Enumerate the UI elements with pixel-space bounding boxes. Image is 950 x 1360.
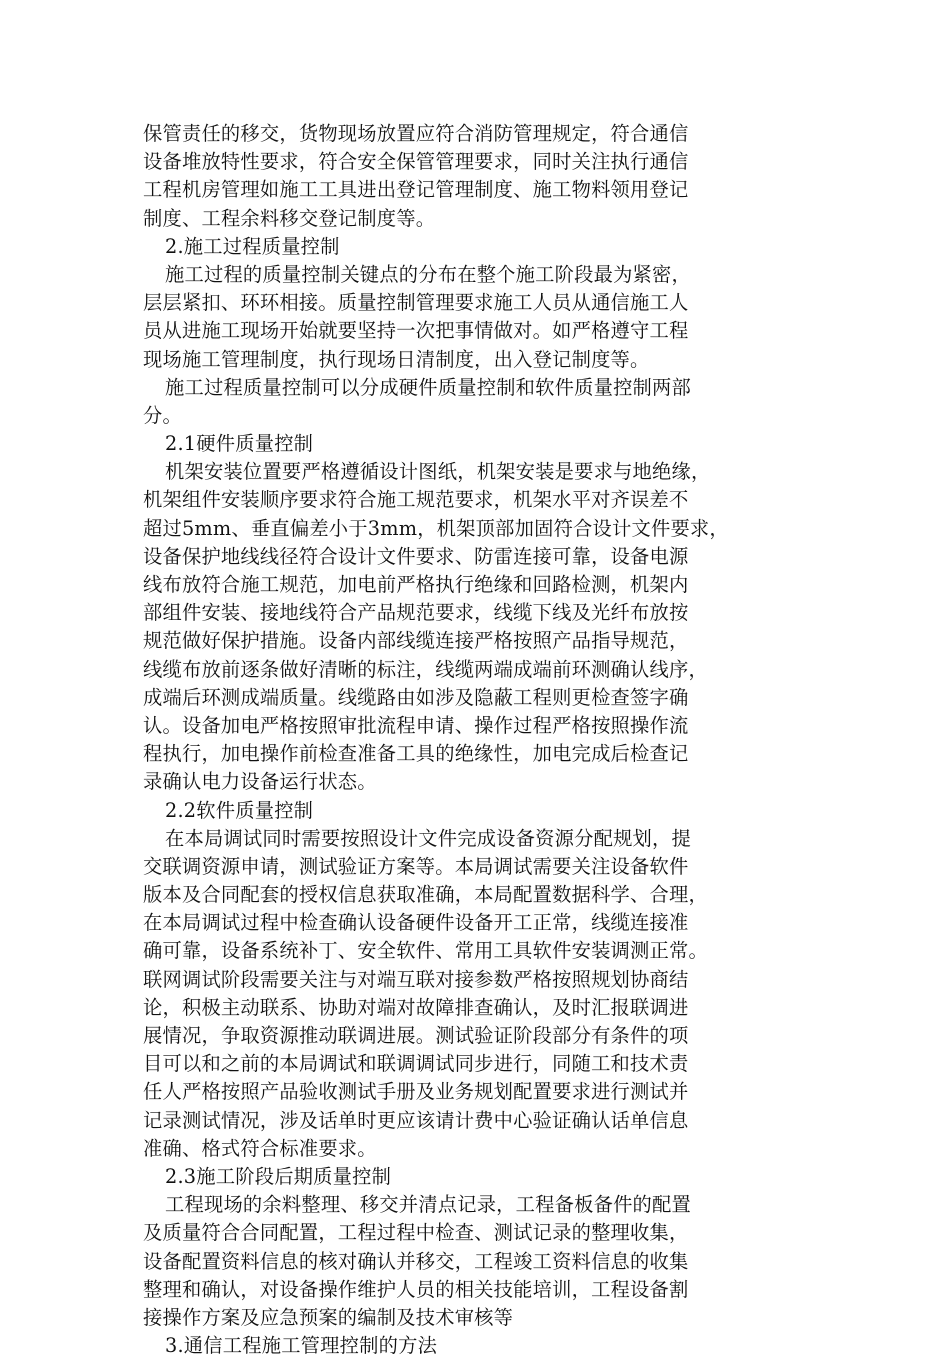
text-line: 成端后环测成端质量。线缆路由如涉及隐蔽工程则更检查签字确	[143, 685, 689, 709]
text-line: 联网调试阶段需要关注与对端互联对接参数严格按照规划协商结	[143, 967, 689, 991]
text-line: 制度、工程余料移交登记制度等。	[143, 206, 436, 230]
text-line: 层层紧扣、环环相接。质量控制管理要求施工人员从通信施工人	[143, 291, 689, 315]
text-line: 分。	[143, 403, 182, 427]
text-line: 准确、格式符合标准要求。	[143, 1136, 377, 1160]
text-line: 线缆布放前逐条做好清晰的标注，线缆两端成端前环测确认线序，	[143, 657, 708, 681]
text-line: 设备堆放特性要求，符合安全保管管理要求，同时关注执行通信	[143, 150, 689, 174]
text-line: 记录测试情况，涉及话单时更应该请计费中心验证确认话单信息	[143, 1108, 689, 1132]
text-line: 规范做好保护措施。设备内部线缆连接严格按照产品指导规范，	[143, 629, 689, 653]
text-line: 线布放符合施工规范，加电前严格执行绝缘和回路检测，机架内	[143, 573, 689, 596]
text-line: 超过5mm、垂直偏差小于3mm，机架顶部加固符合设计文件要求，	[143, 516, 729, 540]
text-line: 录确认电力设备运行状态。	[143, 770, 377, 794]
text-line: 版本及合同配套的授权信息获取准确，本局配置数据科学、合理，	[143, 883, 708, 907]
text-line: 及质量符合合同配置，工程过程中检查、测试记录的整理收集，	[143, 1221, 689, 1245]
text-line: 机架安装位置要严格遵循设计图纸，机架安装是要求与地绝缘，	[165, 460, 711, 484]
text-line: 程执行，加电操作前检查准备工具的绝缘性，加电完成后检查记	[143, 742, 689, 766]
text-line: 接操作方案及应急预案的编制及技术审核等	[143, 1305, 514, 1329]
text-line: 在本局调试过程中检查确认设备硬件设备开工正常，线缆连接准	[143, 911, 689, 935]
text-line: 2.2软件质量控制	[165, 798, 314, 822]
text-line: 2.施工过程质量控制	[165, 234, 340, 258]
text-line: 保管责任的移交，货物现场放置应符合消防管理规定，符合通信	[143, 122, 689, 145]
text-line: 论，积极主动联系、协助对端对故障排查确认，及时汇报联调进	[143, 995, 689, 1019]
text-line: 工程现场的余料整理、移交并清点记录，工程备板备件的配置	[165, 1193, 691, 1217]
text-line: 施工过程质量控制可以分成硬件质量控制和软件质量控制两部	[165, 375, 691, 399]
text-line: 目可以和之前的本局调试和联调调试同步进行，同随工和技术责	[143, 1052, 689, 1076]
text-line: 认。设备加电严格按照审批流程申请、操作过程严格按照操作流	[143, 713, 689, 737]
text-line: 员从进施工现场开始就要坚持一次把事情做对。如严格遵守工程	[143, 319, 689, 343]
text-line: 交联调资源申请，测试验证方案等。本局调试需要关注设备软件	[143, 854, 689, 878]
text-line: 设备配置资料信息的核对确认并移交，工程竣工资料信息的收集	[143, 1249, 689, 1273]
text-line: 整理和确认，对设备操作维护人员的相关技能培训，工程设备割	[143, 1277, 689, 1301]
text-line: 任人严格按照产品验收测试手册及业务规划配置要求进行测试并	[143, 1080, 689, 1104]
text-line: 工程机房管理如施工工具进出登记管理制度、施工物料领用登记	[143, 178, 689, 202]
text-line: 施工过程的质量控制关键点的分布在整个施工阶段最为紧密，	[165, 262, 691, 286]
text-line: 3.通信工程施工管理控制的方法	[165, 1334, 438, 1358]
text-line: 部组件安装、接地线符合产品规范要求，线缆下线及光纤布放按	[143, 601, 689, 625]
text-line: 在本局调试同时需要按照设计文件完成设备资源分配规划，提	[165, 826, 691, 850]
text-line: 确可靠，设备系统补丁、安全软件、常用工具软件安装调测正常。	[143, 939, 708, 963]
text-line: 展情况，争取资源推动联调进展。测试验证阶段部分有条件的项	[143, 1024, 689, 1047]
text-line: 机架组件安装顺序要求符合施工规范要求，机架水平对齐误差不	[143, 488, 689, 512]
text-line: 2.1硬件质量控制	[165, 432, 314, 456]
text-line: 2.3施工阶段后期质量控制	[165, 1164, 392, 1188]
text-line: 现场施工管理制度，执行现场日清制度，出入登记制度等。	[143, 347, 650, 371]
text-line: 设备保护地线线径符合设计文件要求、防雷连接可靠，设备电源	[143, 544, 689, 568]
document-body	[143, 120, 793, 1360]
